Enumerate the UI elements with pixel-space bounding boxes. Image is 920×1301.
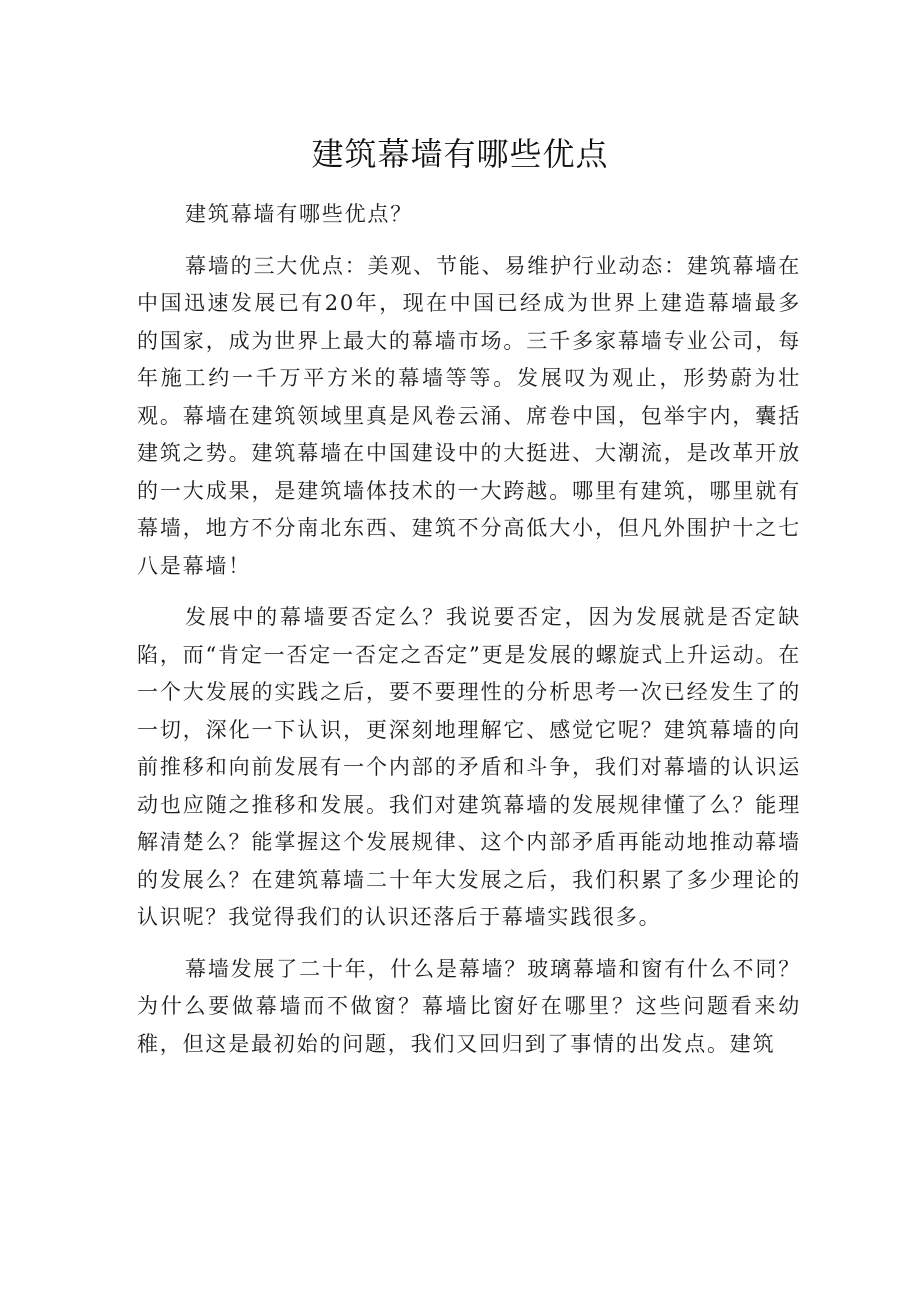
document-title: 建筑幕墙有哪些优点	[311, 135, 609, 173]
paragraph-question: 建筑幕墙有哪些优点？	[185, 202, 413, 226]
paragraph-development: 发展中的幕墙要否定么？我说要否定，因为发展就是否定缺陷，而“肯定一否定一否定之否定”更是发展的螺旋式上升运动。在一个大发展的实践之后，要不要理性的分析思考一次已经发生了的一切，深化一下认识，更深刻地理解它、感觉它呢？建筑幕墙的向前推移和向前发展有一个内部的矛盾和斗争，我们对幕墙的认识运动也应随之推移和发展。我们对建筑幕墙的发展规律懂了么？能理解清楚么？能掌握这个发展规律、这个内部矛盾再能动地推动幕墙的发展么？在建筑幕墙二十年大发展之后，我们积累了多少理论的认识呢？我觉得我们的认识还落后于幕墙实践很多。	[137, 605, 801, 929]
paragraph-advantages: 幕墙的三大优点：美观、节能、易维护行业动态：建筑幕墙在中国迅速发展已有20年，现在中国已经成为世界上建造幕墙最多的国家，成为世界上最大的幕墙市场。三千多家幕墙专业公司，每年施工约一千万平方米的幕墙等等。发展叹为观止，形势蔚为壮观。幕墙在建筑领域里真是风卷云涌、席卷中国，包举宇内，囊括建筑之势。建筑幕墙在中国建设中的大挺进、大潮流，是改革开放的一大成果，是建筑墙体技术的一大跨越。哪里有建筑，哪里就有幕墙，地方不分南北东西、建筑不分高低大小，但凡外围护十之七八是幕墙！	[137, 253, 801, 578]
paragraph-definition: 幕墙发展了二十年，什么是幕墙？玻璃幕墙和窗有什么不同？为什么要做幕墙而不做窗？幕墙比窗好在哪里？这些问题看来幼稚，但这是最初始的问题，我们又回归到了事情的出发点。建筑	[137, 956, 801, 1056]
document-body	[137, 196, 801, 1077]
